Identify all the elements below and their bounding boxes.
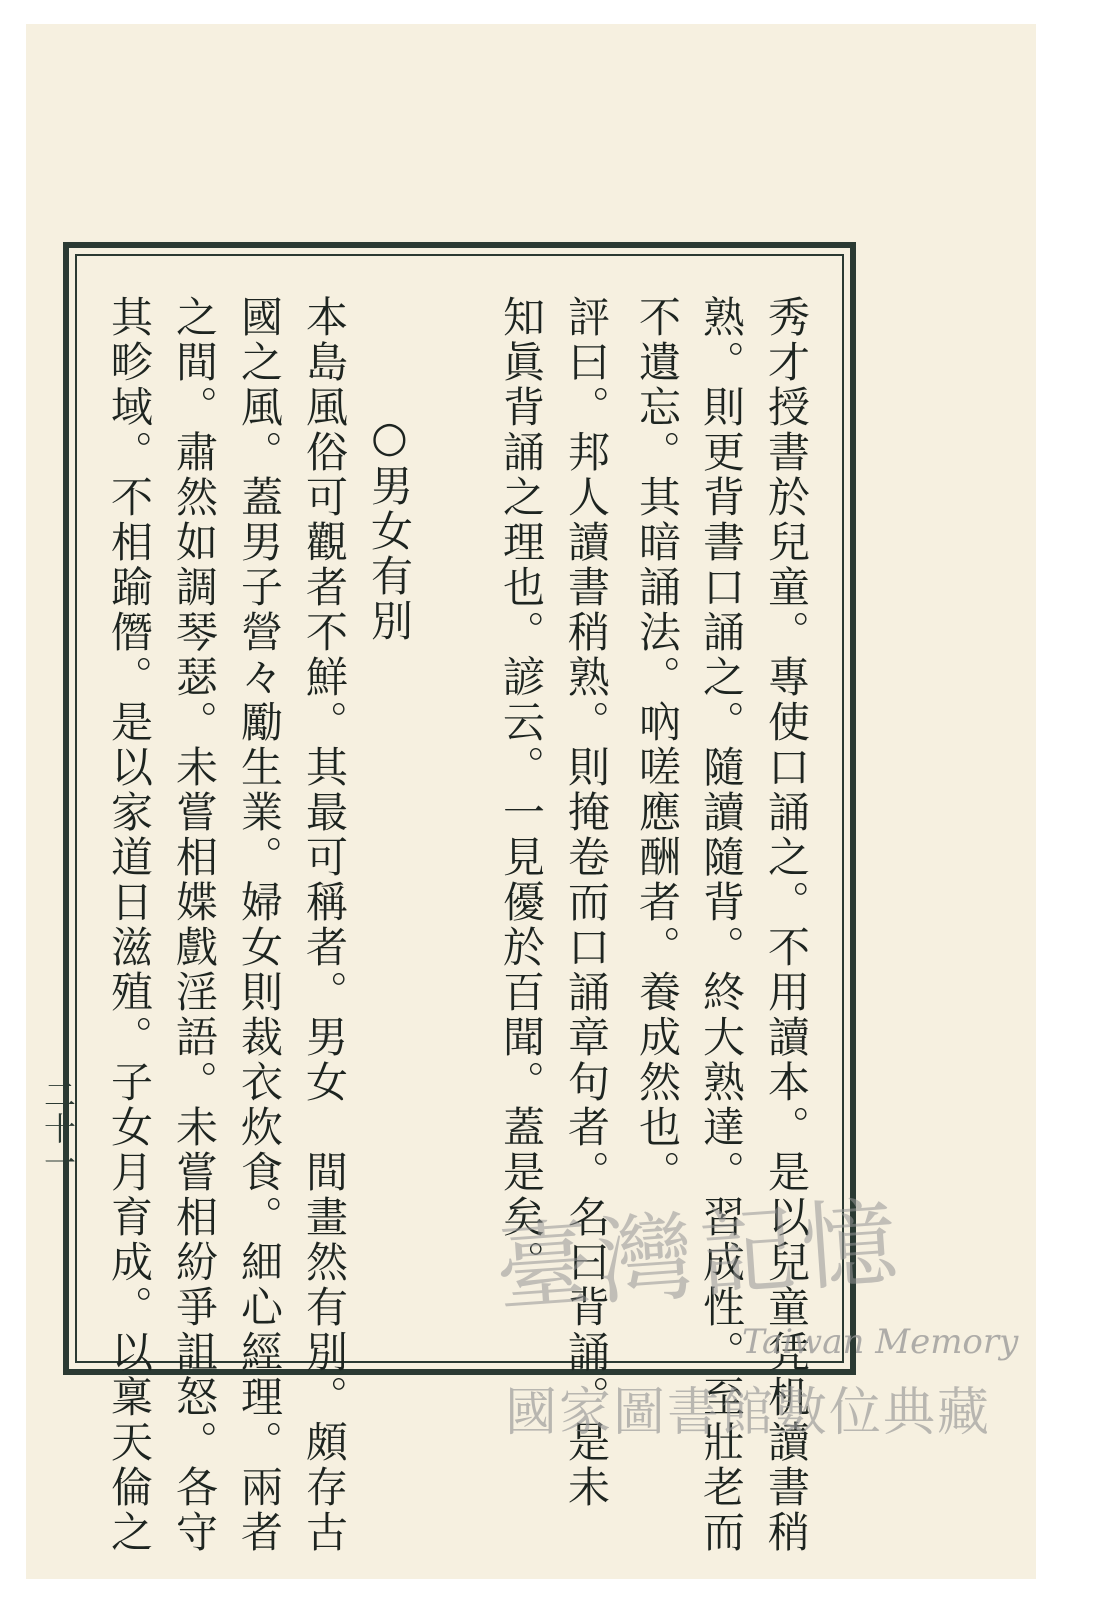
- watermark-english: Taiwan Memory: [742, 1322, 1019, 1362]
- text-column-9: 其畛域。不相踰僭。是以家道日滋殖。子女月育成。以稟天倫之: [105, 295, 154, 1555]
- page-number: 二十一: [39, 1078, 77, 1180]
- section-heading: ○男女有別: [365, 412, 414, 644]
- watermark-library: 國家圖書館數位典藏: [505, 1383, 992, 1443]
- text-column-6: 本島風俗可觀者不鮮。其最可稱者。男女 間畫然有別。頗存古: [300, 295, 349, 1555]
- text-column-8: 之間。肅然如調琴瑟。未嘗相媟戲淫語。未嘗相紛爭詛怒。各守: [170, 295, 219, 1555]
- text-column-4: 評曰。邦人讀書稍熟。則掩卷而口誦章句者。名曰背誦。是未: [562, 295, 611, 1510]
- text-column-5: 知眞背誦之理也。諺云。一見優於百聞。蓋是矣。: [497, 295, 546, 1285]
- text-column-3: 不遺忘。其暗誦法。吶嗟應酬者。養成然也。: [633, 295, 682, 1195]
- text-column-2: 熟。則更背書口誦之。隨讀隨背。終大熟達。習成性。至壯老而: [697, 295, 746, 1555]
- watermark-calligraphy: 臺灣記憶: [492, 1185, 907, 1327]
- text-column-7: 國之風。蓋男子營々勵生業。婦女則裁衣炊食。細心經理。兩者: [235, 295, 284, 1555]
- text-column-1: 秀才授書於兒童。專使口誦之。不用讀本。是以兒童凭机讀書稍: [762, 295, 811, 1555]
